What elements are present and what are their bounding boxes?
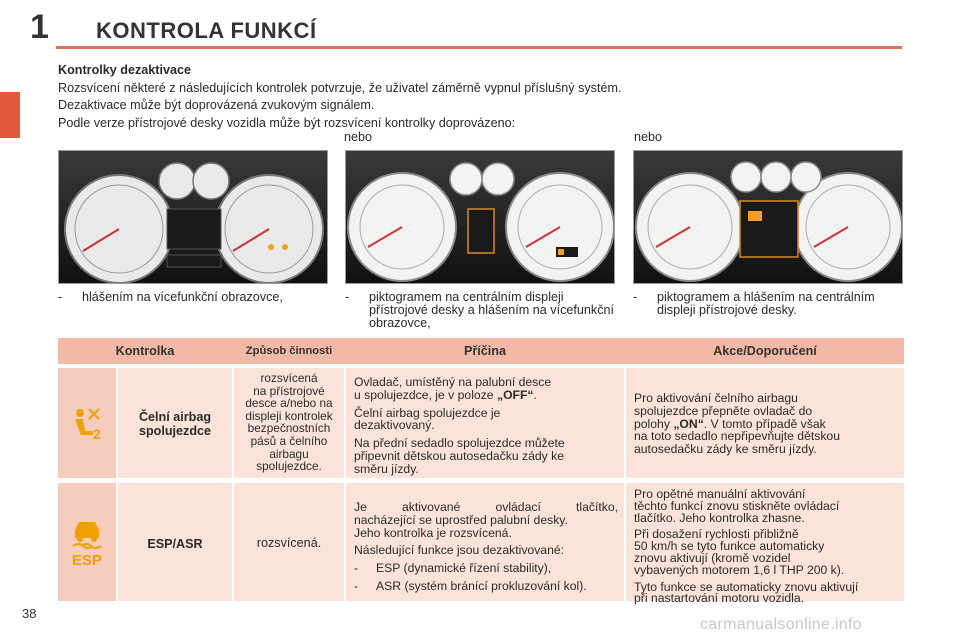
chapter-number: 1 xyxy=(30,8,49,46)
mode-line: bezpečnostních xyxy=(247,421,331,436)
table-cell-action xyxy=(626,368,904,478)
table-cell-name xyxy=(118,483,232,601)
instrument-cluster-image-2 xyxy=(345,150,615,284)
light-name: ESP/ASR xyxy=(147,537,203,551)
mode-line: displeji kontrolek xyxy=(245,408,333,423)
cause-text: Je aktivované ovládací tlačítko, xyxy=(354,500,618,514)
table-cell-icon xyxy=(58,483,116,601)
header-kontrolka: Kontrolka xyxy=(115,344,175,358)
table-row xyxy=(58,368,904,478)
page-title: KONTROLA FUNKCÍ xyxy=(96,18,317,43)
caption-text: piktogramem a hlášením na centrálním displeji přístrojové desky. xyxy=(657,290,875,317)
action-text: 50 km/h se tyto funkce automaticky xyxy=(634,539,825,554)
action-text: těchto funkcí znovu stiskněte ovládací xyxy=(634,498,840,513)
mode-line: pásů a čelního xyxy=(250,433,328,448)
action-text: na toto sedadlo nepřipevňujte dětskou xyxy=(634,429,840,444)
cause-text: Jeho kontrolka je rozsvícená. xyxy=(354,525,512,540)
or-label: nebo xyxy=(344,130,373,144)
caption-text: piktogramem na centrálním displeji přístrojové desky a hlášením na vícefunkční obrazovce, xyxy=(369,290,615,330)
intro-section xyxy=(58,62,908,132)
passenger-airbag-off-icon xyxy=(67,403,107,443)
cluster-caption xyxy=(58,291,338,304)
action-text: znovu aktivují (kromě vozidel xyxy=(634,550,791,565)
watermark: carmanualsonline.info xyxy=(700,616,862,633)
cluster-caption xyxy=(633,291,908,317)
light-name: Čelní airbag xyxy=(138,410,212,424)
instrument-cluster-image-3 xyxy=(633,150,903,284)
action-text: tlačítko. Jeho kontrolka zhasne. xyxy=(634,510,805,525)
table-header xyxy=(58,338,904,364)
action-text: Při dosažení rychlosti přibližně xyxy=(634,527,799,542)
action-text: Tyto funkce se automaticky znovu aktivují xyxy=(634,579,859,594)
action-text: při nastartování motoru vozidla. xyxy=(634,591,805,606)
light-name: spolujezdce xyxy=(138,424,212,438)
list-dash: - xyxy=(354,561,359,576)
section-heading: Kontrolky dezaktivace xyxy=(58,63,191,77)
list-dash: - xyxy=(345,290,350,304)
list-dash: - xyxy=(58,290,63,304)
esp-off-icon xyxy=(65,516,109,568)
or-label: nebo xyxy=(634,130,663,144)
page-number: 38 xyxy=(22,606,37,621)
esp-icon-label: ESP xyxy=(71,552,103,568)
cause-text: u spolujezdce, je v poloze xyxy=(354,387,494,402)
header-pricina: Příčina xyxy=(464,344,506,358)
action-text: autosedačku zády ke směru jízdy. xyxy=(634,442,817,457)
cause-text: nacházející se uprostřed palubní desky. xyxy=(354,512,568,527)
cause-text: Čelní airbag spolujezdce je xyxy=(354,405,501,420)
intro-line: Rozsvícení některé z následujících kontrolek potvrzuje, že uživatel záměrně vypnul příslušný systém. xyxy=(58,80,622,95)
action-text: polohy xyxy=(634,416,670,431)
list-dash: - xyxy=(354,578,359,593)
cause-text: dezaktivovaný. xyxy=(354,418,435,433)
cause-text: Ovladač, umístěný na palubní desce xyxy=(354,375,552,389)
switch-position-on: „ON“ xyxy=(673,416,704,431)
intro-line: Podle verze přístrojové desky vozidla může být rozsvícení kontrolky doprovázeno: xyxy=(58,115,516,130)
mode-line: rozsvícená. xyxy=(256,536,322,550)
action-text: spolujezdce přepněte ovladač do xyxy=(634,403,813,418)
cause-text: připevnit dětskou autosedačku zády ke xyxy=(354,448,565,463)
cause-text: směru jízdy. xyxy=(354,461,419,476)
instrument-cluster-image-1 xyxy=(58,150,328,284)
chapter-side-tab xyxy=(0,92,20,138)
cause-list-item: ASR (systém bránící prokluzování kol). xyxy=(376,578,587,593)
mode-line: na přístrojové xyxy=(253,383,325,398)
action-text: Pro opětné manuální aktivování xyxy=(634,487,806,501)
cause-text: Na přední sedadlo spolujezdce můžete xyxy=(354,436,565,451)
title-divider xyxy=(56,46,902,49)
table-cell-name xyxy=(118,368,232,478)
table-row xyxy=(58,483,904,606)
cause-list-item: ESP (dynamické řízení stability), xyxy=(376,561,552,576)
cause-text: . xyxy=(533,387,537,402)
list-dash: - xyxy=(633,290,638,304)
mode-line: rozsvícená xyxy=(260,371,318,385)
mode-line: airbagu xyxy=(269,446,309,461)
cluster-caption xyxy=(345,291,625,330)
mode-line: desce a/nebo na xyxy=(245,396,333,411)
table-cell-mode xyxy=(234,368,344,478)
cause-text: Následující funkce jsou dezaktivované: xyxy=(354,543,565,558)
table-cell-cause xyxy=(346,368,624,478)
table-cell-action xyxy=(626,483,904,606)
table-cell-icon xyxy=(58,368,116,478)
header-zpusob: Způsob činnosti xyxy=(245,345,333,357)
table-cell-mode xyxy=(234,483,344,601)
svg-text:2: 2 xyxy=(93,426,101,442)
switch-position-off: „OFF“ xyxy=(496,387,534,402)
caption-text: hlášením na vícefunkční obrazovce, xyxy=(82,290,283,304)
action-text: . V tomto případě však xyxy=(703,416,826,431)
mode-line: spolujezdce. xyxy=(256,459,322,474)
intro-line: Dezaktivace může být doprovázená zvukovým signálem. xyxy=(58,98,375,113)
table-cell-cause xyxy=(346,483,624,601)
action-text: vybavených motorem 1,6 l THP 200 k). xyxy=(634,562,845,577)
action-text: Pro aktivování čelního airbagu xyxy=(634,391,798,405)
header-akce: Akce/Doporučení xyxy=(713,344,817,358)
